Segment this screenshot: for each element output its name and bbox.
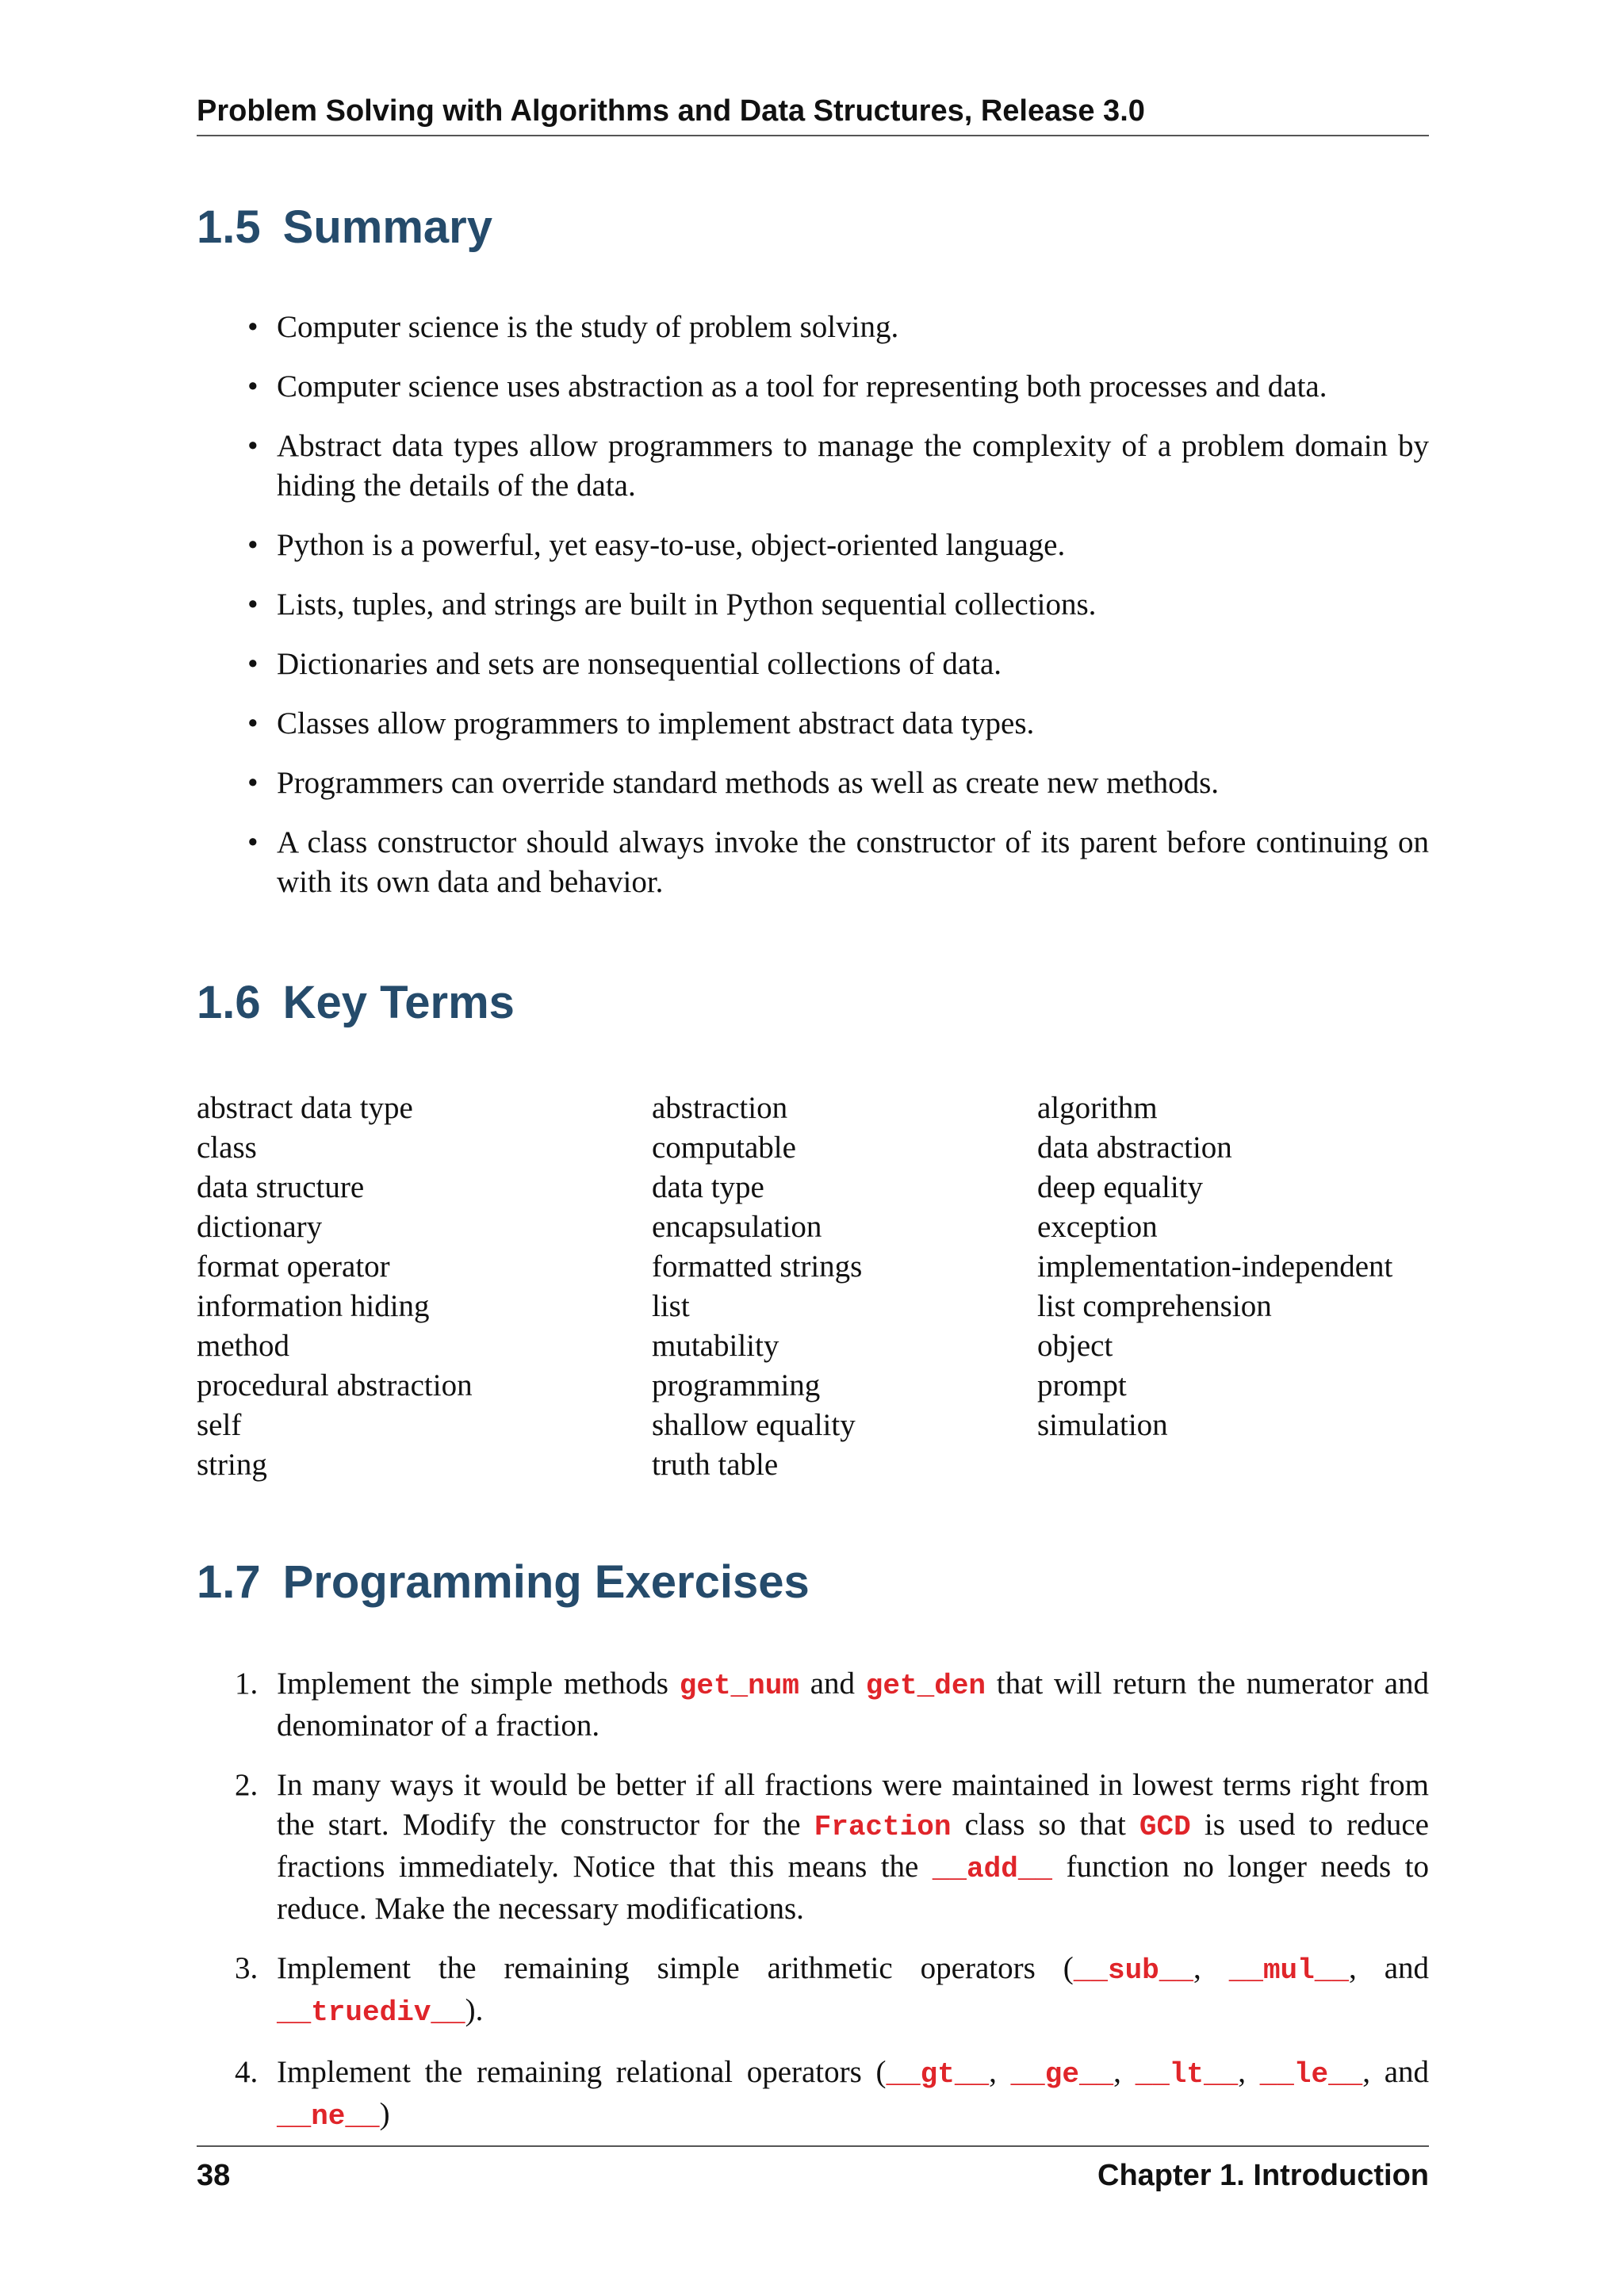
running-header: Problem Solving with Algorithms and Data Structures, Release 3.0	[197, 92, 1429, 136]
inline-code: get_den	[865, 1670, 986, 1702]
exercise-text: In many ways it would be better if all fractions were maintained in lowest terms right from the start. Modify the constructor for the	[277, 1768, 1429, 1842]
key-term: computable	[652, 1131, 796, 1165]
inline-code: __truediv__	[277, 1996, 465, 2029]
section-title: Programming Exercises	[282, 1556, 810, 1608]
summary-item	[197, 308, 1429, 347]
exercise-text: Implement the remaining relational operators (	[277, 2055, 887, 2089]
key-term: deep equality	[1037, 1170, 1203, 1204]
key-term: programming	[652, 1368, 821, 1402]
document-page	[197, 0, 1429, 2296]
summary-item	[197, 645, 1429, 684]
key-term: list	[652, 1289, 690, 1323]
key-term: implementation-independent	[1037, 1249, 1393, 1284]
bullet-icon: •	[247, 706, 259, 740]
bullet-icon: •	[247, 369, 259, 404]
key-term: data abstraction	[1037, 1131, 1232, 1165]
key-term: data structure	[197, 1170, 365, 1204]
section-number: 1.5	[197, 201, 261, 253]
key-term: dictionary	[197, 1210, 323, 1244]
key-term: format operator	[197, 1249, 390, 1284]
exercise-list	[197, 1664, 1429, 2156]
inline-code: get_num	[679, 1670, 799, 1702]
inline-code: __mul__	[1228, 1954, 1349, 1987]
exercise-item	[197, 1766, 1429, 1929]
section-number: 1.6	[197, 977, 261, 1028]
exercise-number: 1.	[235, 1667, 259, 1701]
key-term: truth table	[652, 1448, 779, 1482]
exercise-item	[197, 1949, 1429, 2033]
inline-code: GCD	[1139, 1811, 1191, 1843]
exercise-number: 2.	[235, 1768, 259, 1802]
exercise-text: , and	[1348, 1951, 1430, 1985]
key-term: formatted strings	[652, 1249, 863, 1284]
key-term: shallow equality	[652, 1408, 856, 1442]
key-term: procedural abstraction	[197, 1368, 473, 1402]
page-number: 38	[197, 2159, 231, 2192]
summary-item-text: Computer science uses abstraction as a tool for representing both processes and data.	[277, 369, 1327, 404]
exercise-text: is used to reduce fractions immediately. Notice that this means the	[277, 1808, 1429, 1884]
exercise-text: ,	[1113, 2055, 1136, 2089]
bullet-icon: •	[247, 429, 259, 463]
inline-code: __ge__	[1010, 2058, 1114, 2091]
exercise-number: 3.	[235, 1951, 259, 1985]
key-term: abstraction	[652, 1091, 788, 1125]
section-heading-key-terms	[197, 975, 515, 1031]
summary-item	[197, 367, 1429, 407]
summary-item-text: Python is a powerful, yet easy-to-use, object-oriented language.	[277, 528, 1066, 562]
exercise-text: ).	[465, 1993, 484, 2027]
inline-code: __ne__	[277, 2100, 380, 2133]
summary-item	[197, 427, 1429, 506]
exercise-text: )	[379, 2097, 390, 2131]
exercise-text: and	[799, 1667, 866, 1701]
key-term: class	[197, 1131, 257, 1165]
bullet-icon: •	[247, 528, 259, 562]
exercise-text: Implement the simple methods	[277, 1667, 680, 1701]
summary-item-text: Classes allow programmers to implement abstract data types.	[277, 706, 1035, 740]
inline-code: Fraction	[814, 1811, 952, 1843]
section-title: Key Terms	[282, 977, 515, 1028]
inline-code: __gt__	[886, 2058, 990, 2091]
key-terms-grid	[197, 1089, 1429, 1485]
exercise-text: Implement the remaining simple arithmetic operators (	[277, 1951, 1074, 1985]
summary-item	[197, 763, 1429, 803]
key-term: method	[197, 1329, 289, 1363]
inline-code: __le__	[1259, 2058, 1363, 2091]
bullet-icon: •	[247, 766, 259, 800]
bullet-icon: •	[247, 310, 259, 344]
exercise-text: ,	[1238, 2055, 1260, 2089]
inline-code: __sub__	[1073, 1954, 1193, 1987]
chapter-title: Chapter 1. Introduction	[1097, 2159, 1429, 2192]
key-term: self	[197, 1408, 242, 1442]
key-term: exception	[1037, 1210, 1158, 1244]
key-term: object	[1037, 1329, 1113, 1363]
summary-item-text: Dictionaries and sets are nonsequential collections of data.	[277, 647, 1002, 681]
key-term: information hiding	[197, 1289, 430, 1323]
bullet-icon: •	[247, 587, 259, 622]
exercise-text: class so that	[951, 1808, 1139, 1842]
bullet-icon: •	[247, 647, 259, 681]
inline-code: __lt__	[1135, 2058, 1239, 2091]
key-term: encapsulation	[652, 1210, 822, 1244]
inline-code: __add__	[932, 1853, 1053, 1885]
section-heading-summary	[197, 200, 492, 255]
exercise-text: ,	[989, 2055, 1011, 2089]
running-footer	[197, 2145, 1429, 2195]
summary-item	[197, 823, 1429, 902]
exercise-item	[197, 2053, 1429, 2137]
key-term	[1037, 1445, 1429, 1485]
key-term: data type	[652, 1170, 764, 1204]
summary-item-text: A class constructor should always invoke the constructor of its parent before continuing on with its own data and behavior.	[277, 825, 1429, 899]
key-term: string	[197, 1448, 267, 1482]
exercise-text: , and	[1362, 2055, 1430, 2089]
summary-item-text: Computer science is the study of problem solving.	[277, 310, 899, 344]
key-term: abstract data type	[197, 1091, 413, 1125]
summary-item-text: Lists, tuples, and strings are built in Python sequential collections.	[277, 587, 1097, 622]
key-term: prompt	[1037, 1368, 1127, 1402]
section-heading-exercises	[197, 1555, 810, 1610]
bullet-icon: •	[247, 825, 259, 859]
summary-item	[197, 526, 1429, 565]
summary-item-text: Abstract data types allow programmers to manage the complexity of a problem domain by hiding the details of the data.	[277, 429, 1429, 503]
key-term: algorithm	[1037, 1091, 1158, 1125]
section-title: Summary	[282, 201, 492, 253]
summary-item	[197, 704, 1429, 744]
summary-item-text: Programmers can override standard methods as well as create new methods.	[277, 766, 1220, 800]
key-term: list comprehension	[1037, 1289, 1272, 1323]
exercise-text: that will return the numerator and denominator of a fraction.	[277, 1667, 1430, 1743]
exercise-text: function no longer needs to reduce. Make the necessary modifications.	[277, 1850, 1429, 1926]
section-number: 1.7	[197, 1556, 261, 1608]
summary-list	[197, 308, 1429, 922]
summary-item	[197, 585, 1429, 625]
exercise-text: ,	[1193, 1951, 1229, 1985]
key-term: simulation	[1037, 1408, 1168, 1442]
key-term: mutability	[652, 1329, 779, 1363]
exercise-item	[197, 1664, 1429, 1746]
exercise-number: 4.	[235, 2055, 259, 2089]
